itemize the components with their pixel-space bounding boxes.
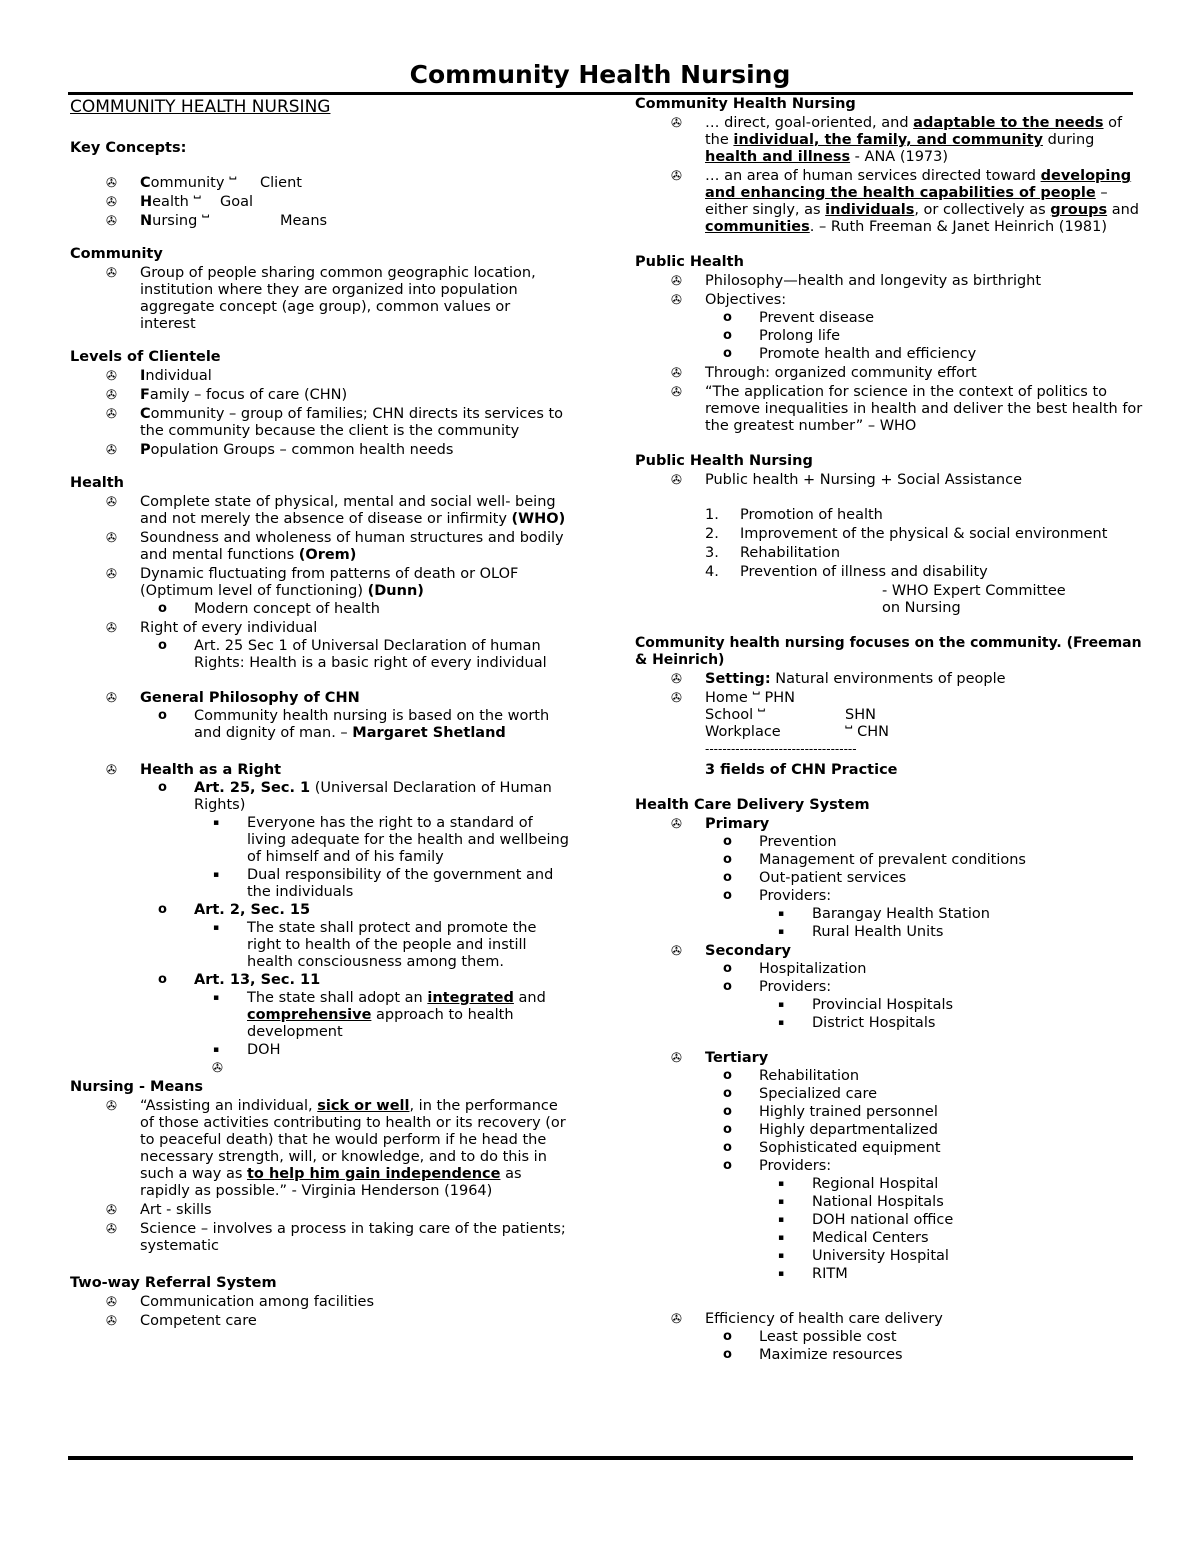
list-item: o Rehabilitation — [635, 1068, 1145, 1085]
list-item: ✇ … direct, goal-oriented, and adaptable to the needs of the individual, the family, and community during health and illness - ANA (1973) — [635, 115, 1145, 166]
referral-section — [70, 1275, 570, 1330]
list-item: ✇ Art - skills — [70, 1202, 570, 1219]
list-item: ✇ Nursing ⵯ Means — [70, 213, 570, 230]
list-item: o Promote health and efficiency — [635, 346, 1145, 363]
document-title: Community Health Nursing — [409, 60, 791, 89]
list-item: ✇ Health ⵯ Goal — [70, 194, 570, 211]
list-item: o Out-patient services — [635, 870, 1145, 887]
list-item: o Modern concept of health — [70, 601, 570, 618]
list-item: 2. Improvement of the physical & social environment — [705, 526, 1108, 542]
list-item: o Art. 25 Sec 1 of Universal Declaration of human Rights: Health is a basic right of every individual — [70, 638, 570, 672]
arrow-icon: ⵯ — [193, 194, 201, 210]
list-item: o Providers: ▪ Provincial Hospitals ▪ District Hospitals — [635, 979, 1145, 1032]
list-item: ✇ Competent care — [70, 1313, 570, 1330]
list-item: ✇ Complete state of physical, mental and social well- being and not merely the absence of disease or infirmity (WHO) — [70, 494, 570, 528]
list-item: ✇ Soundness and wholeness of human structures and bodily and mental functions (Orem) — [70, 530, 570, 564]
list-item: ▪ Provincial Hospitals — [635, 997, 1145, 1014]
left-column — [70, 96, 570, 1332]
bottom-rule — [68, 1456, 1133, 1460]
list-item: ✇ Through: organized community effort — [635, 365, 1145, 382]
nursing-heading: Nursing - Means — [70, 1079, 204, 1095]
list-item: ✇ Public health + Nursing + Social Assistance — [635, 472, 1145, 489]
focus-heading: Community health nursing focuses on the community. (Freeman & Heinrich) — [635, 635, 1142, 668]
list-item: ✇ Home ⵯ PHN School ⵯ SHN Workplace ⵯ CHN ----------------------------------- 3 fields of CHN Practice — [635, 690, 1145, 779]
list-item: o Providers: ▪ Barangay Health Station ▪ Rural Health Units — [635, 888, 1145, 941]
list-item: ✇ Population Groups – common health needs — [70, 442, 570, 459]
list-item: ✇ Efficiency of health care delivery o Least possible cost o Maximize resources — [635, 1311, 1145, 1364]
hcds-section — [635, 797, 1145, 1364]
right-column — [635, 96, 1145, 1366]
list-item: ✇ “Assisting an individual, sick or well, in the performance of those activities contributing to health or its recovery (or to peaceful death) that he would perform if he head the necessary strength, will, or knowledge, and to do this in such a way as to help him gain independence as rapidly as possible.” - Virginia Henderson (1964) — [70, 1098, 570, 1200]
list-item: o Sophisticated equipment — [635, 1140, 1145, 1157]
list-item: o Art. 13, Sec. 11 ▪ The state shall adopt an integrated and comprehensive approach to health development ▪ DOH ▪ ✇ — [70, 972, 570, 1077]
arrow-icon: ⵯ — [757, 707, 766, 723]
phn-section — [635, 453, 1145, 617]
list-item: ✇ Right of every individual o Art. 25 Sec 1 of Universal Declaration of human Rights: Health is a basic right of every individual — [70, 620, 570, 672]
focus-section — [635, 635, 1145, 779]
community-heading: Community — [70, 246, 163, 262]
list-item: ▪ District Hospitals — [635, 1015, 1145, 1032]
list-item: ▪ National Hospitals — [635, 1194, 1145, 1211]
list-item: ✇ Family – focus of care (CHN) — [70, 387, 570, 404]
list-item — [70, 1060, 570, 1077]
list-item: ✇ Dynamic fluctuating from patterns of death or OLOF (Optimum level of functioning) (Dunn) o Modern concept of health — [70, 566, 570, 618]
health-right-section — [70, 762, 570, 1077]
key-concepts — [70, 140, 570, 230]
list-item: ✇ … an area of human services directed toward developing and enhancing the health capabilities of people – either singly, as individuals, or collectively as groups and communities. – Ruth Freeman & Janet Heinrich (1981) — [635, 168, 1145, 236]
list-item: o Art. 2, Sec. 15 ▪ The state shall protect and promote the right to health of the people and instill health consciousness among them. — [70, 902, 570, 971]
list-item: ▪ Medical Centers — [635, 1230, 1145, 1247]
list-item: o Community health nursing is based on the worth and dignity of man. – Margaret Shetland — [70, 708, 570, 742]
list-item: o Highly trained personnel — [635, 1104, 1145, 1121]
list-item: ✇ Group of people sharing common geographic location, institution where they are organized into population aggregate concept (age group), common values or interest — [70, 265, 570, 333]
list-item: ✇ Individual — [70, 368, 570, 385]
list-item: 1. Promotion of health — [705, 507, 883, 523]
list-item: o Prevent disease — [635, 310, 1145, 327]
list-item: ▪ University Hospital — [635, 1248, 1145, 1265]
list-item: o Management of prevalent conditions — [635, 852, 1145, 869]
fields-label: 3 fields of CHN Practice — [705, 762, 898, 778]
phn-source: - WHO Expert Committee — [882, 583, 1066, 599]
list-item: o Hospitalization — [635, 961, 1145, 978]
list-item: o Highly departmentalized — [635, 1122, 1145, 1139]
health-heading: Health — [70, 475, 124, 491]
phn-source-cont: on Nursing — [882, 600, 961, 616]
list-item: ▪ RITM — [635, 1266, 1145, 1283]
list-item: ✇ Philosophy—health and longevity as birthright — [635, 273, 1145, 290]
levels-section — [70, 349, 570, 459]
list-item: 3. Rehabilitation — [705, 545, 841, 561]
nursing-section — [70, 1079, 570, 1255]
list-item: o Maximize resources — [635, 1347, 1145, 1364]
arrow-icon: ⵯ — [229, 175, 237, 191]
list-item: ▪ DOH national office — [635, 1212, 1145, 1229]
community-section — [70, 246, 570, 333]
list-item: o Least possible cost — [635, 1329, 1145, 1346]
public-health-heading: Public Health — [635, 254, 744, 270]
list-item: o Art. 25, Sec. 1 (Universal Declaration of Human Rights) ▪ Everyone has the right to a standard of living adequate for the health and wellbeing of himself and of his family ▪ Dual responsibility of the government and the individuals — [70, 780, 570, 901]
list-item: ✇ Tertiary o Rehabilitation o Specialized care o Highly trained personnel o Highly departmentalized o Sophisticated equipment o Providers: ▪ Regional Hospital ▪ National Hospitals ▪ DOH national office ▪ Medical Centers ▪ University Hospital ▪ RITM — [635, 1050, 1145, 1283]
list-item: ▪ Rural Health Units — [635, 924, 1145, 941]
list-item: ✇ General Philosophy of CHN o Community health nursing is based on the worth and dignity of man. – Margaret Shetland — [70, 690, 570, 742]
list-item: ▪ Dual responsibility of the government and the individuals — [70, 867, 570, 901]
list-item: o Providers: ▪ Regional Hospital ▪ National Hospitals ▪ DOH national office ▪ Medical Centers ▪ University Hospital ▪ RITM — [635, 1158, 1145, 1283]
referral-heading: Two-way Referral System — [70, 1275, 277, 1291]
dash-divider: ----------------------------------- — [705, 742, 857, 756]
list-item: ✇ Science – involves a process in taking care of the patients; systematic — [70, 1221, 570, 1255]
list-item: ▪ Regional Hospital — [635, 1176, 1145, 1193]
list-item: 4. Prevention of illness and disability — [705, 564, 988, 580]
public-health-section — [635, 254, 1145, 435]
list-item: ✇ Health as a Right o Art. 25, Sec. 1 (Universal Declaration of Human Rights) ▪ Everyone has the right to a standard of living adequate for the health and wellbeing of himself and of his family ▪ Dual responsibility of the government and the individuals o Art. 2, Sec. 15 ▪ The state shall protect and promote the right to health of the people and instill health consciousness among them. o Art. 13, Sec. 11 ▪ The state shall adopt an integrated and comprehensive approach to health development ▪ DOH ▪ ✇ — [70, 762, 570, 1077]
list-item: ✇ Communication among facilities — [70, 1294, 570, 1311]
bullet-icon: ▪ ✇ — [212, 1061, 223, 1076]
list-item: ▪ Barangay Health Station — [635, 906, 1145, 923]
list-item: o Prolong life — [635, 328, 1145, 345]
list-item: ▪ DOH — [70, 1042, 570, 1059]
arrow-icon: ⵯ — [845, 724, 853, 740]
list-item: ✇ Community – group of families; CHN directs its services to the community because the client is the community — [70, 406, 570, 440]
health-section — [70, 475, 570, 672]
top-rule — [68, 92, 1133, 95]
arrow-icon: ⵯ — [201, 213, 210, 229]
key-concepts-heading: Key Concepts: — [70, 140, 187, 156]
philosophy-section — [70, 690, 570, 742]
chn-heading: Community Health Nursing — [635, 96, 856, 112]
list-item: ✇ “The application for science in the context of politics to remove inequalities in health and deliver the best health for the greatest number” – WHO — [635, 384, 1145, 435]
list-item: ✇ Objectives: o Prevent disease o Prolong life o Promote health and efficiency — [635, 292, 1145, 363]
phn-heading: Public Health Nursing — [635, 453, 813, 469]
arrow-icon: ⵯ — [752, 690, 760, 706]
list-item: ✇ Community ⵯ Client — [70, 175, 570, 192]
section-title: COMMUNITY HEALTH NURSING — [70, 97, 331, 117]
list-item: o Prevention — [635, 834, 1145, 851]
list-item: ▪ Everyone has the right to a standard of living adequate for the health and wellbeing of himself and of his family — [70, 815, 570, 866]
list-item: ▪ The state shall protect and promote the right to health of the people and instill health consciousness among them. — [70, 920, 570, 971]
chn-section — [635, 96, 1145, 236]
list-item: ✇ Primary o Prevention o Management of prevalent conditions o Out-patient services o Providers: ▪ Barangay Health Station ▪ Rural Health Units — [635, 816, 1145, 941]
hcds-heading: Health Care Delivery System — [635, 797, 870, 813]
list-item: o Specialized care — [635, 1086, 1145, 1103]
list-item: ▪ The state shall adopt an integrated and comprehensive approach to health development — [70, 990, 570, 1041]
levels-heading: Levels of Clientele — [70, 349, 221, 365]
list-item: ✇ Setting: Natural environments of people — [635, 671, 1145, 688]
list-item: ✇ Secondary o Hospitalization o Providers: ▪ Provincial Hospitals ▪ District Hospitals — [635, 943, 1145, 1032]
